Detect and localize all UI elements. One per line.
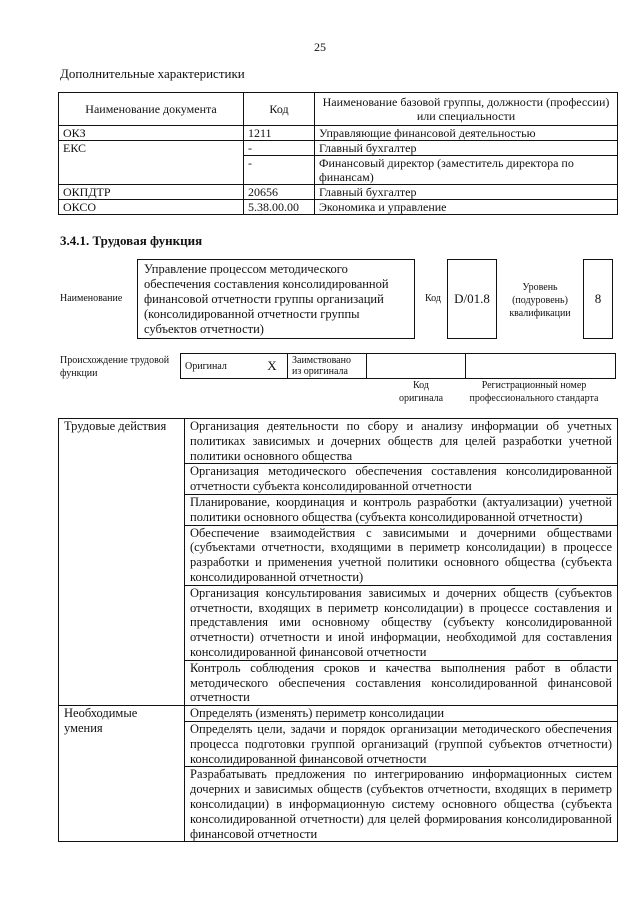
- skills-label: Необходимые умения: [59, 706, 185, 842]
- origin-label: Происхождение трудовой функции: [60, 355, 170, 379]
- labor-action-item: Организация деятельности по сбору и анализу информации об учетных политиках зависимых и дочерних обществ для целей разработки учетной политики основного общества: [185, 419, 618, 464]
- header-group-name: Наименование базовой группы, должности (профессии) или специальности: [315, 93, 618, 126]
- row-code: 1211: [244, 126, 315, 141]
- additional-characteristics-table: [58, 92, 618, 215]
- origin-borrowed: Заимствовано из оригинала: [288, 354, 367, 379]
- function-code-box: D/01.8: [447, 259, 497, 339]
- origin-table: [180, 353, 616, 379]
- row-doc: ОКСО: [59, 200, 244, 215]
- table-header-row: [59, 93, 618, 126]
- function-code-label: Код: [425, 293, 441, 304]
- row-code: -: [244, 141, 315, 156]
- table-row: [59, 706, 618, 722]
- row-code: 5.38.00.00: [244, 200, 315, 215]
- skill-item: Определять цели, задачи и порядок организации методического обеспечения процесса подготовки группой организаций (группой субъектов отчетности) консолидированной финансовой отчетности: [185, 721, 618, 766]
- labor-actions-label: Трудовые действия: [59, 419, 185, 706]
- function-name-box: Управление процессом методического обеспечения составления консолидированной финансовой отчетности группы организаций (консолидированной отчетности группы субъектов отчетности): [137, 259, 415, 339]
- row-doc: ОКЗ: [59, 126, 244, 141]
- row-code: -: [244, 156, 315, 185]
- row-name: Управляющие финансовой деятельностью: [315, 126, 618, 141]
- table-row: [59, 126, 618, 141]
- function-name-label: Наименование: [60, 293, 123, 304]
- table-row: [59, 185, 618, 200]
- row-code: 20656: [244, 185, 315, 200]
- labor-action-item: Организация консультирования зависимых и дочерних обществ (субъектов отчетности, входящих в периметр консолидации) в процессе составления и представления ими основному обществу (субъекту консолидированной отчетности) отчетности и иной информации, необходимой для составления консолидированной финансовой отчетности: [185, 585, 618, 660]
- skill-item: Определять (изменять) периметр консолидации: [185, 706, 618, 722]
- labor-actions-table: [58, 418, 618, 842]
- origin-original: Оригинал: [181, 354, 258, 379]
- section-caption: Дополнительные характеристики: [60, 66, 245, 81]
- table-row: [59, 200, 618, 215]
- skill-item: Разрабатывать предложения по интегрированию информационных систем дочерних и зависимых обществ (субъектов отчетности, входящих в периметр консолидации) в информационную систему основного общества (субъекта консолидированной отчетности) для целей формирования консолидированной финансовой отчетности: [185, 767, 618, 842]
- page-number: 25: [314, 40, 326, 54]
- labor-action-item: Организация методического обеспечения составления консолидированной отчетности субъекта консолидированной отчетности: [185, 464, 618, 495]
- row-name: Главный бухгалтер: [315, 185, 618, 200]
- row-name: Финансовый директор (заместитель директора по финансам): [315, 156, 618, 185]
- table-row: [59, 419, 618, 464]
- labor-action-item: Планирование, координация и контроль разработки (актуализации) учетной политики основного общества (субъекта консолидированной отчетности): [185, 494, 618, 525]
- row-doc: ЕКС: [59, 141, 244, 185]
- header-doc-name: Наименование документа: [59, 93, 244, 126]
- function-heading: 3.4.1. Трудовая функция: [60, 233, 203, 248]
- origin-code-caption: Код оригинала: [398, 380, 444, 404]
- row-name: Экономика и управление: [315, 200, 618, 215]
- origin-code-cell: [367, 354, 466, 379]
- labor-action-item: Контроль соблюдения сроков и качества выполнения работ в области методического обеспечения составления консолидированной финансовой отчетности: [185, 660, 618, 705]
- origin-mark: X: [257, 354, 288, 379]
- qualification-level-box: 8: [583, 259, 613, 339]
- table-row: [59, 141, 618, 156]
- header-code: Код: [244, 93, 315, 126]
- labor-action-item: Обеспечение взаимодействия с зависимыми и дочерними обществами (субъектами отчетности, входящими в периметр консолидации) в процессе разработки и применения учетной политики основного общества (субъекта консолидированной отчетности): [185, 525, 618, 585]
- row-doc: ОКПДТР: [59, 185, 244, 200]
- origin-reg-caption: Регистрационный номер профессионального стандарта: [469, 380, 599, 404]
- origin-reg-cell: [466, 354, 616, 379]
- row-name: Главный бухгалтер: [315, 141, 618, 156]
- qualification-level-label: Уровень (подуровень) квалификации: [509, 282, 571, 319]
